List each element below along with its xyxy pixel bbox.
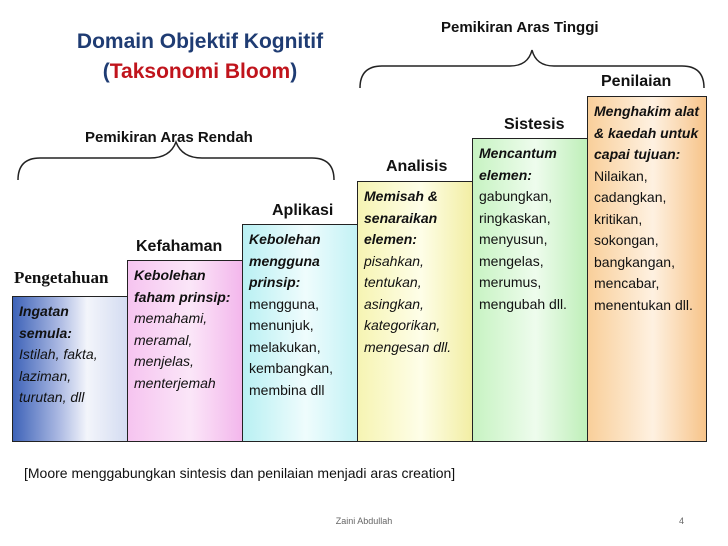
level-label-sistesis: Sistesis (504, 116, 565, 133)
slide-title: Domain Objektif Kognitif (76, 30, 324, 53)
level-box-heading: Ingatan semula: (19, 303, 72, 341)
high-order-label: Pemikiran Aras Tinggi (441, 19, 599, 36)
subtitle-taxonomy-name: Taksonomi Bloom (109, 60, 291, 83)
level-label-aplikasi: Aplikasi (272, 202, 334, 219)
level-box-pengetahuan (12, 296, 128, 442)
level-box-body: gabungkan, ringkaskan, menyusun, mengelas, merumus, mengubah dll. (479, 188, 567, 312)
level-box-body: Nilaikan, cadangkan, kritikan, sokongan, bangkangan, mencabar, menentukan dll. (594, 167, 693, 313)
level-box-body: memahami, meramal, menjelas, menterjemah (134, 310, 216, 391)
level-label-pengetahuan: Pengetahuan (14, 268, 109, 287)
footer-author: Zaini Abdullah (335, 516, 393, 526)
level-label-penilaian: Penilaian (601, 73, 672, 90)
level-box-heading: Menghakim alat & kaedah untuk capai tujuan: (594, 103, 700, 162)
page-number: 4 (679, 516, 685, 526)
low-order-label: Pemikiran Aras Rendah (85, 129, 253, 146)
level-label-kefahaman: Kefahaman (136, 238, 223, 255)
level-box-aplikasi (242, 224, 358, 442)
level-label-analisis: Analisis (386, 158, 448, 175)
level-box-heading: Kebolehan mengguna prinsip: (249, 231, 321, 290)
level-box-body: Istilah, fakta, laziman, turutan, dll (19, 346, 98, 405)
footnote: [Moore menggabungkan sintesis dan penilaian menjadi aras creation] (24, 465, 456, 481)
level-box-heading: Memisah & senaraikan elemen: (364, 188, 438, 247)
level-box-heading: Mencantum elemen: (479, 145, 557, 183)
level-box-body: pisahkan, tentukan, asingkan, kategorikan, mengesan dll. (364, 252, 452, 355)
low-order-brace (18, 142, 334, 180)
level-box-body: mengguna, menunjuk, melakukan, kembangkan, membina dll (249, 295, 334, 398)
subtitle-close-paren: ) (290, 60, 298, 83)
level-box-kefahaman (127, 260, 243, 442)
subtitle-open-paren: ( (102, 60, 110, 83)
level-box-analisis (357, 181, 473, 442)
level-box-penilaian (587, 96, 707, 442)
level-box-heading: Kebolehan faham prinsip: (134, 267, 231, 305)
level-box-sistesis (472, 138, 588, 442)
